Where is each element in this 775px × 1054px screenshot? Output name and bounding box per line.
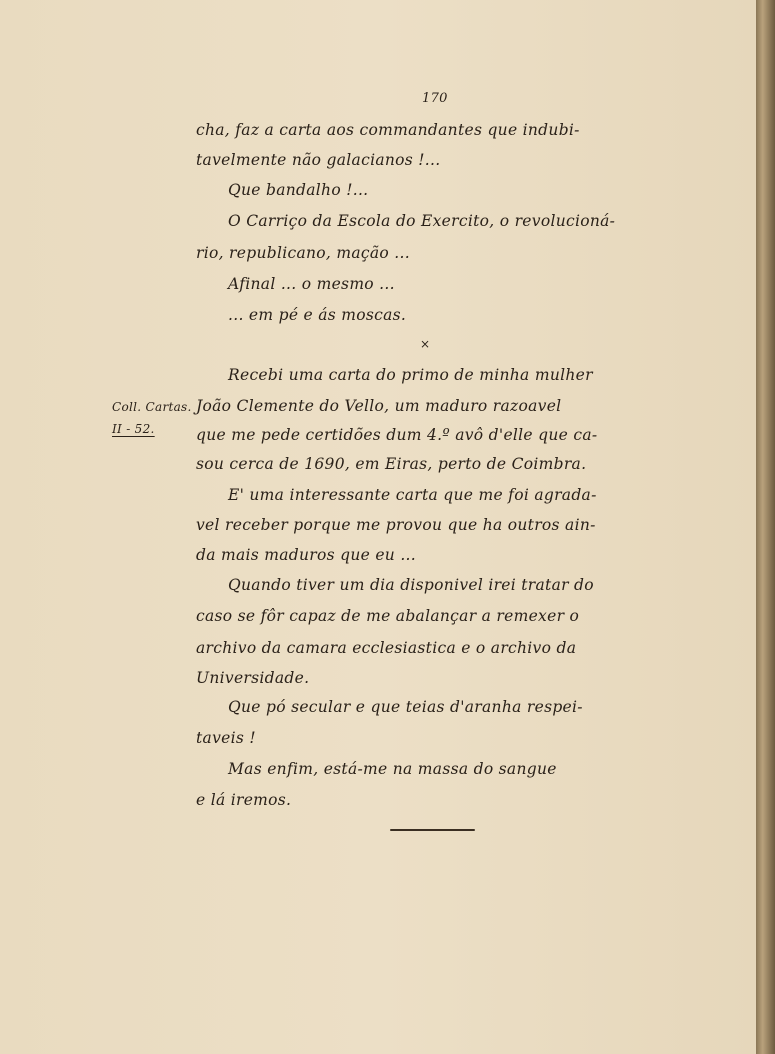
text-line: que me pede certidões dum 4.º avô d'elle que ca- [196, 426, 598, 444]
text-line: archivo da camara ecclesiastica e o archivo da [196, 639, 577, 657]
page-number: 170 [422, 91, 448, 106]
text-line: Afinal ... o mesmo ... [228, 275, 395, 293]
text-line: sou cerca de 1690, em Eiras, perto de Coimbra. [196, 455, 587, 473]
text-line: João Clemente do Vello, um maduro razoavel [196, 397, 562, 415]
section-separator-mark: × [420, 337, 431, 351]
text-line: O Carriço da Escola do Exercito, o revolucioná- [228, 212, 616, 230]
text-line: Quando tiver um dia disponivel irei tratar do [228, 576, 594, 594]
text-line: rio, republicano, mação ... [196, 244, 410, 262]
margin-note-collection: Coll. Cartas. [112, 400, 192, 414]
closing-rule [390, 829, 475, 831]
text-line: E' uma interessante carta que me foi agrada- [228, 486, 597, 504]
text-line: tavelmente não galacianos !... [196, 151, 441, 169]
text-line: da mais maduros que eu ... [196, 546, 417, 564]
text-line: caso se fôr capaz de me abalançar a remexer o [196, 607, 580, 625]
page-edge [756, 0, 775, 1054]
text-line: Universidade. [196, 669, 310, 687]
text-line: Que pó secular e que teias d'aranha respei- [228, 698, 583, 716]
text-line: Mas enfim, está-me na massa do sangue [228, 760, 557, 778]
margin-note-reference: II - 52. [112, 422, 155, 436]
text-line: Recebi uma carta do primo de minha mulher [228, 366, 593, 384]
text-line: cha, faz a carta aos commandantes que indubi- [196, 121, 580, 139]
text-line: e lá iremos. [196, 791, 292, 809]
text-line: ... em pé e ás moscas. [228, 306, 407, 324]
text-line: taveis ! [196, 729, 256, 747]
text-line: Que bandalho !... [228, 181, 369, 199]
text-line: vel receber porque me provou que ha outros ain- [196, 516, 596, 534]
